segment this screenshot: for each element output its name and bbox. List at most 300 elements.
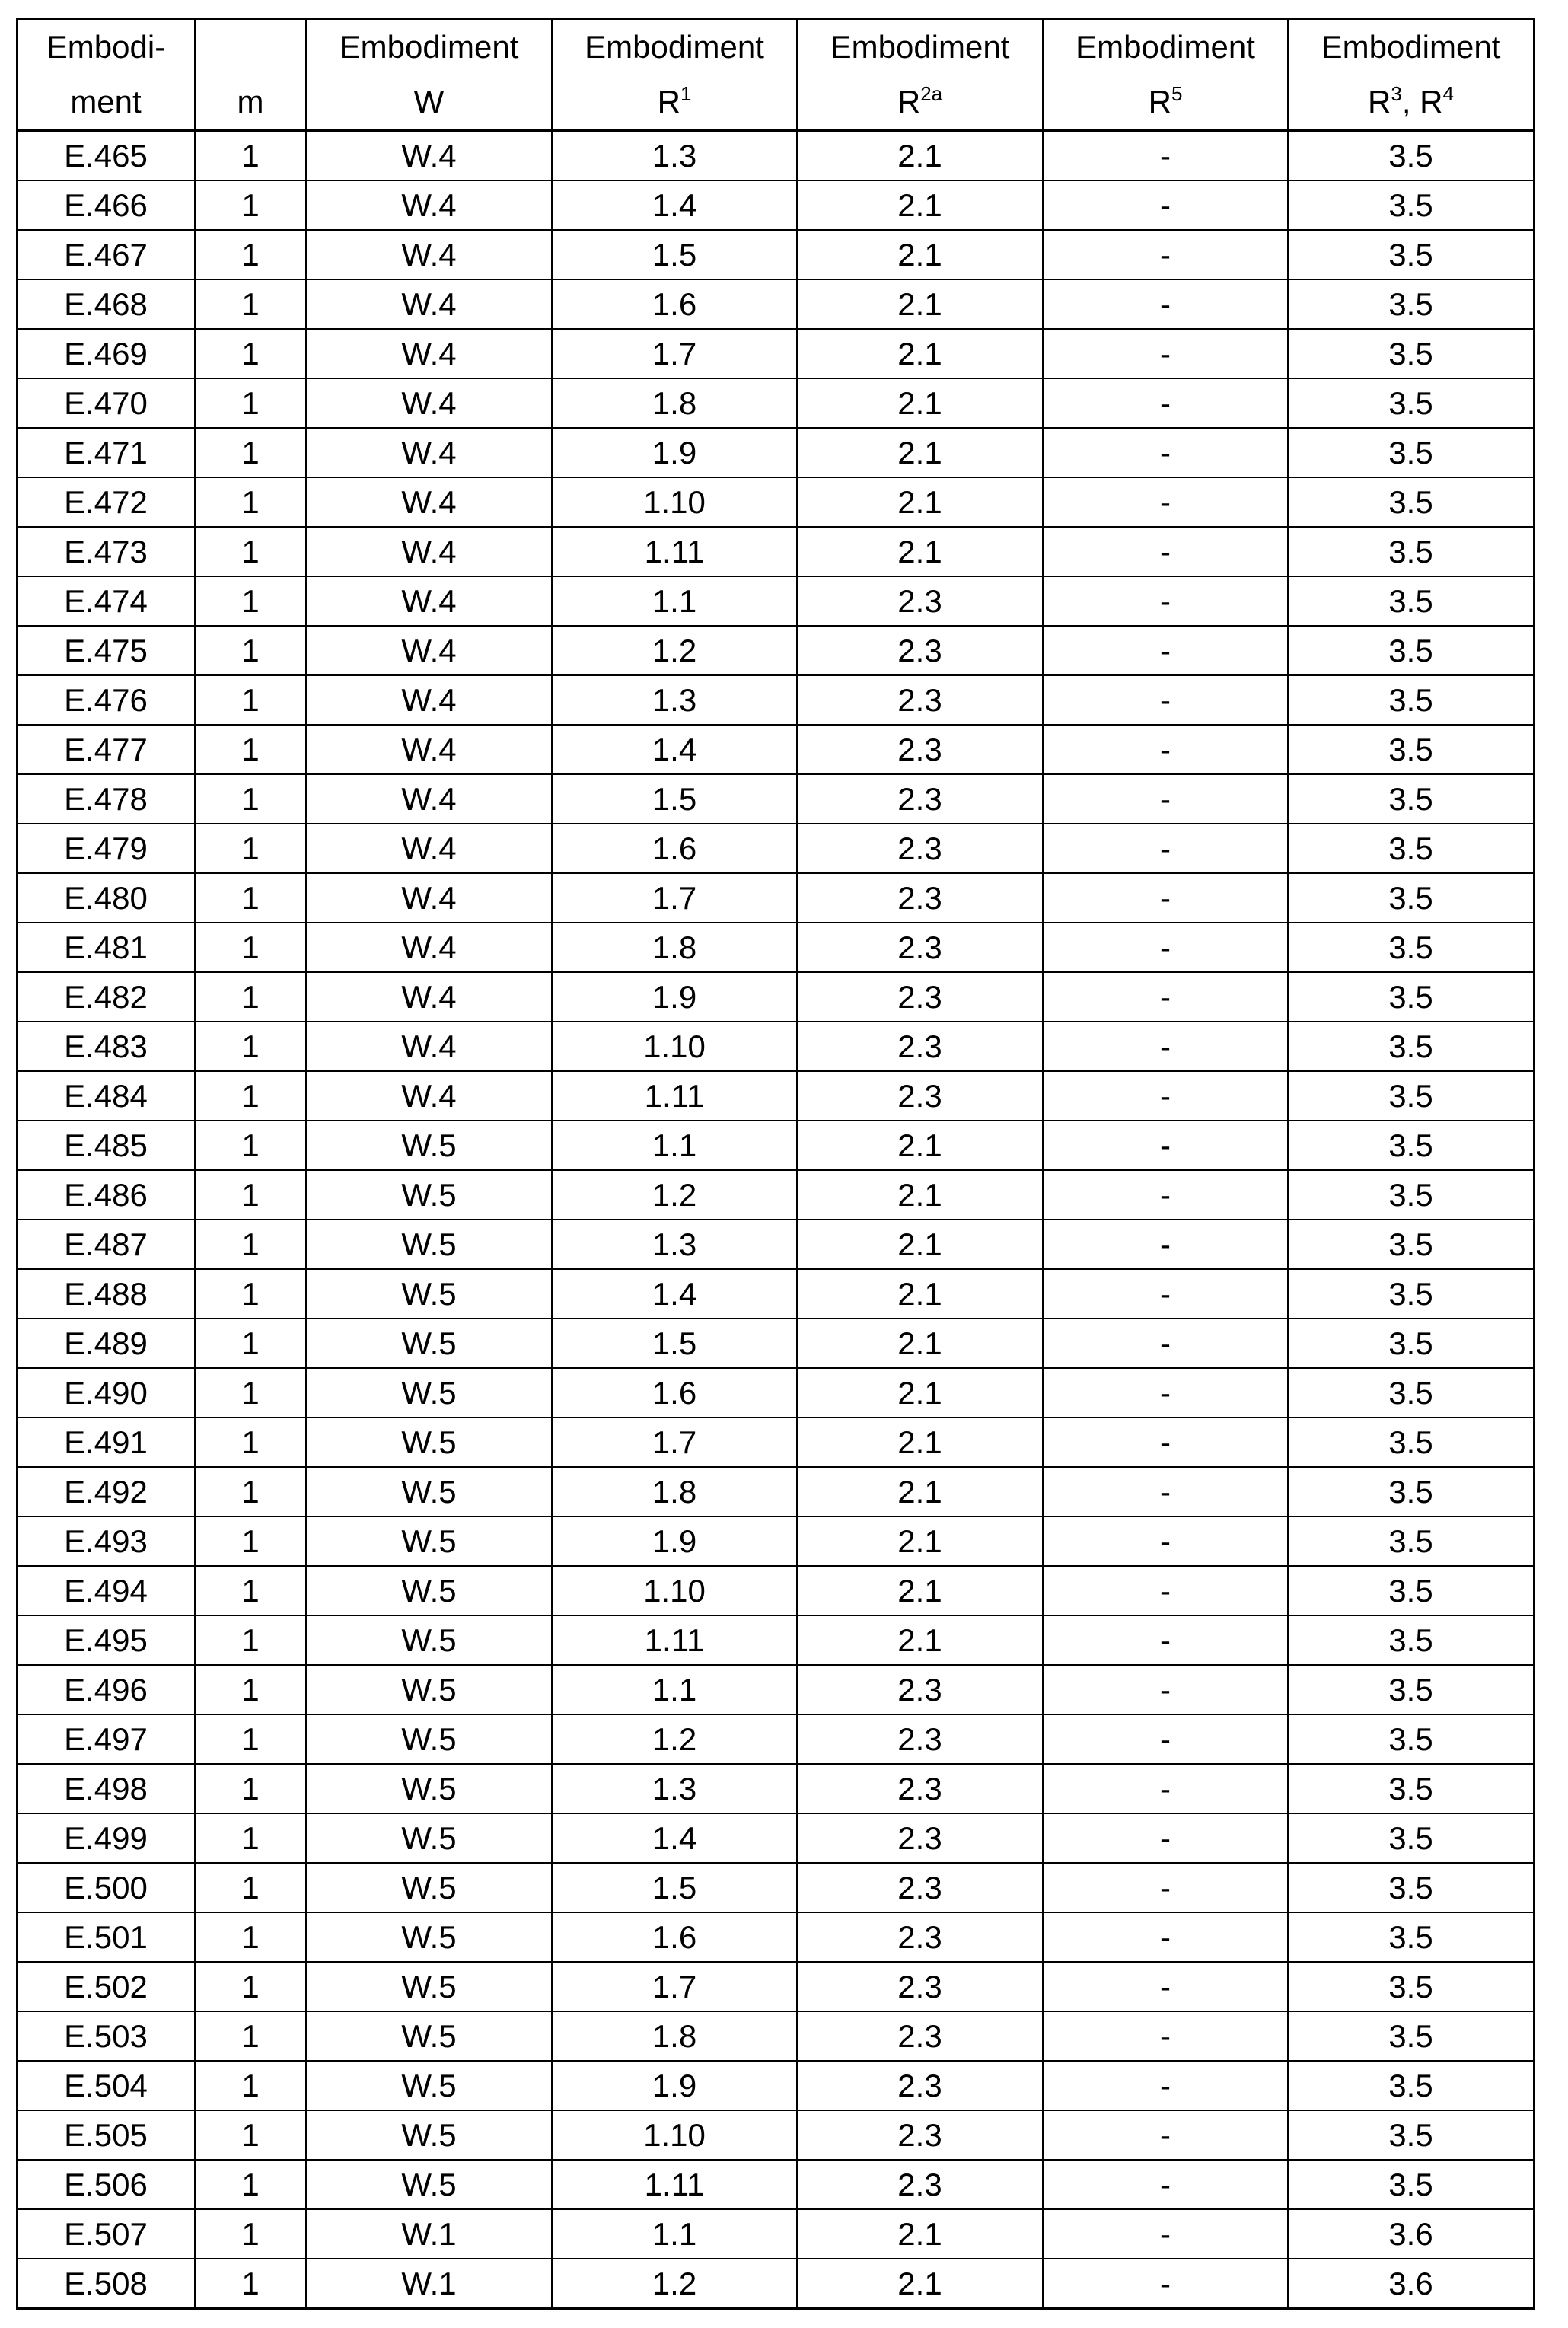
cell-r5: - [1043, 428, 1288, 477]
cell-m: 1 [195, 1368, 306, 1418]
cell-r1: 1.9 [552, 428, 797, 477]
cell-r3-r4: 3.5 [1288, 725, 1534, 774]
cell-embodiment: E.471 [17, 428, 195, 477]
cell-r2a: 2.3 [797, 1071, 1043, 1121]
cell-embodiment: E.492 [17, 1467, 195, 1516]
cell-r1: 1.8 [552, 1467, 797, 1516]
cell-r3-r4: 3.5 [1288, 1566, 1534, 1615]
cell-w: W.5 [306, 1764, 552, 1813]
cell-w: W.5 [306, 1714, 552, 1764]
cell-r1: 1.2 [552, 626, 797, 675]
cell-r3-r4: 3.5 [1288, 626, 1534, 675]
cell-r5: - [1043, 1566, 1288, 1615]
cell-r5: - [1043, 1665, 1288, 1714]
cell-r3-r4: 3.5 [1288, 2011, 1534, 2061]
cell-r2a: 2.3 [797, 1665, 1043, 1714]
cell-r1: 1.4 [552, 1269, 797, 1319]
cell-r2a: 2.1 [797, 477, 1043, 527]
cell-r3-r4: 3.5 [1288, 1319, 1534, 1368]
table-row [17, 1319, 1534, 1368]
header-line1: Embodiment [1076, 29, 1255, 65]
cell-r2a: 2.3 [797, 2160, 1043, 2209]
cell-r2a: 2.3 [797, 1813, 1043, 1863]
cell-r2a: 2.1 [797, 1368, 1043, 1418]
table-row [17, 725, 1534, 774]
table-row [17, 774, 1534, 824]
cell-r1: 1.4 [552, 180, 797, 230]
cell-m: 1 [195, 428, 306, 477]
cell-r1: 1.6 [552, 279, 797, 329]
cell-m: 1 [195, 1220, 306, 1269]
cell-m: 1 [195, 1764, 306, 1813]
cell-embodiment: E.479 [17, 824, 195, 873]
cell-r1: 1.9 [552, 2061, 797, 2110]
header-w [306, 19, 552, 131]
cell-w: W.4 [306, 923, 552, 972]
cell-embodiment: E.485 [17, 1121, 195, 1170]
cell-r3-r4: 3.5 [1288, 329, 1534, 378]
cell-r3-r4: 3.5 [1288, 2110, 1534, 2160]
header-line1: Embodiment [1321, 29, 1501, 65]
cell-m: 1 [195, 1022, 306, 1071]
cell-r2a: 2.1 [797, 131, 1043, 181]
cell-m: 1 [195, 1665, 306, 1714]
cell-r1: 1.6 [552, 1912, 797, 1962]
cell-r5: - [1043, 1912, 1288, 1962]
cell-r3-r4: 3.5 [1288, 1467, 1534, 1516]
cell-r3-r4: 3.5 [1288, 1121, 1534, 1170]
header-line2: W [413, 84, 445, 120]
cell-w: W.4 [306, 824, 552, 873]
cell-r5: - [1043, 279, 1288, 329]
cell-w: W.5 [306, 2061, 552, 2110]
cell-w: W.4 [306, 279, 552, 329]
cell-m: 1 [195, 2061, 306, 2110]
cell-r5: - [1043, 824, 1288, 873]
cell-r3-r4: 3.5 [1288, 1764, 1534, 1813]
cell-r2a: 2.3 [797, 2061, 1043, 2110]
cell-m: 1 [195, 576, 306, 626]
header-line1: Embodiment [339, 29, 519, 65]
cell-r2a: 2.3 [797, 1863, 1043, 1912]
cell-r5: - [1043, 2061, 1288, 2110]
table-body [17, 131, 1534, 2309]
cell-w: W.5 [306, 1467, 552, 1516]
cell-r5: - [1043, 1418, 1288, 1467]
cell-embodiment: E.505 [17, 2110, 195, 2160]
cell-m: 1 [195, 477, 306, 527]
cell-w: W.1 [306, 2259, 552, 2309]
cell-m: 1 [195, 1467, 306, 1516]
cell-r5: - [1043, 1121, 1288, 1170]
cell-r2a: 2.1 [797, 2259, 1043, 2309]
table-row [17, 626, 1534, 675]
table-row [17, 2209, 1534, 2259]
cell-embodiment: E.497 [17, 1714, 195, 1764]
cell-embodiment: E.474 [17, 576, 195, 626]
cell-r5: - [1043, 725, 1288, 774]
cell-r2a: 2.1 [797, 1467, 1043, 1516]
cell-r2a: 2.1 [797, 378, 1043, 428]
cell-r5: - [1043, 2259, 1288, 2309]
cell-r2a: 2.3 [797, 626, 1043, 675]
cell-r5: - [1043, 1269, 1288, 1319]
table-row [17, 1170, 1534, 1220]
cell-r1: 1.10 [552, 1022, 797, 1071]
header-line2: $R^3$, $R^4$ [1368, 82, 1454, 120]
cell-r1: 1.1 [552, 1121, 797, 1170]
cell-r2a: 2.3 [797, 824, 1043, 873]
cell-r3-r4: 3.5 [1288, 180, 1534, 230]
header-line1: Embodi- [46, 29, 166, 65]
cell-w: W.5 [306, 2160, 552, 2209]
cell-r2a: 2.1 [797, 180, 1043, 230]
cell-r5: - [1043, 1813, 1288, 1863]
table-row [17, 873, 1534, 923]
cell-r1: 1.9 [552, 972, 797, 1022]
cell-m: 1 [195, 1813, 306, 1863]
header-line1 [196, 20, 305, 75]
cell-w: W.1 [306, 2209, 552, 2259]
cell-r3-r4: 3.5 [1288, 824, 1534, 873]
table-row [17, 2160, 1534, 2209]
table-row [17, 1368, 1534, 1418]
header-r3-r4 [1288, 19, 1534, 131]
cell-r1: 1.7 [552, 329, 797, 378]
cell-m: 1 [195, 1912, 306, 1962]
table-row [17, 1863, 1534, 1912]
table-row [17, 378, 1534, 428]
cell-r3-r4: 3.5 [1288, 279, 1534, 329]
cell-r5: - [1043, 626, 1288, 675]
cell-r1: 1.8 [552, 378, 797, 428]
cell-w: W.4 [306, 774, 552, 824]
cell-r1: 1.6 [552, 824, 797, 873]
cell-m: 1 [195, 131, 306, 181]
cell-embodiment: E.469 [17, 329, 195, 378]
cell-r2a: 2.1 [797, 1615, 1043, 1665]
cell-r3-r4: 3.5 [1288, 1714, 1534, 1764]
cell-embodiment: E.502 [17, 1962, 195, 2011]
cell-w: W.4 [306, 1071, 552, 1121]
cell-r3-r4: 3.5 [1288, 1418, 1534, 1467]
header-r5 [1043, 19, 1288, 131]
cell-r3-r4: 3.5 [1288, 1516, 1534, 1566]
table-row [17, 1912, 1534, 1962]
cell-embodiment: E.473 [17, 527, 195, 576]
cell-embodiment: E.508 [17, 2259, 195, 2309]
cell-embodiment: E.472 [17, 477, 195, 527]
cell-embodiment: E.491 [17, 1418, 195, 1467]
table-row [17, 1220, 1534, 1269]
cell-m: 1 [195, 230, 306, 279]
cell-r5: - [1043, 2160, 1288, 2209]
cell-w: W.5 [306, 1516, 552, 1566]
cell-r5: - [1043, 2209, 1288, 2259]
cell-r2a: 2.3 [797, 725, 1043, 774]
cell-r1: 1.2 [552, 1170, 797, 1220]
header-line2: $R^{2a}$ [897, 82, 943, 120]
header-r1 [552, 19, 797, 131]
cell-r5: - [1043, 1022, 1288, 1071]
cell-r2a: 2.1 [797, 1121, 1043, 1170]
cell-r5: - [1043, 1170, 1288, 1220]
cell-r3-r4: 3.5 [1288, 1368, 1534, 1418]
cell-w: W.5 [306, 1665, 552, 1714]
cell-r1: 1.10 [552, 2110, 797, 2160]
table-row [17, 2110, 1534, 2160]
table-row [17, 527, 1534, 576]
cell-r2a: 2.3 [797, 923, 1043, 972]
cell-r2a: 2.1 [797, 1418, 1043, 1467]
cell-r2a: 2.1 [797, 279, 1043, 329]
cell-r5: - [1043, 774, 1288, 824]
header-line2: $R^1$ [657, 82, 692, 120]
cell-m: 1 [195, 2110, 306, 2160]
cell-embodiment: E.490 [17, 1368, 195, 1418]
cell-embodiment: E.493 [17, 1516, 195, 1566]
cell-embodiment: E.503 [17, 2011, 195, 2061]
cell-r1: 1.10 [552, 477, 797, 527]
cell-r2a: 2.3 [797, 774, 1043, 824]
cell-m: 1 [195, 824, 306, 873]
cell-r1: 1.8 [552, 923, 797, 972]
cell-r1: 1.3 [552, 1220, 797, 1269]
cell-w: W.5 [306, 1615, 552, 1665]
cell-r3-r4: 3.5 [1288, 2160, 1534, 2209]
header-line2: $R^5$ [1148, 82, 1183, 120]
cell-w: W.4 [306, 873, 552, 923]
cell-r2a: 2.1 [797, 1319, 1043, 1368]
cell-embodiment: E.506 [17, 2160, 195, 2209]
cell-r2a: 2.1 [797, 1566, 1043, 1615]
cell-r1: 1.7 [552, 873, 797, 923]
table-row [17, 1269, 1534, 1319]
cell-embodiment: E.496 [17, 1665, 195, 1714]
cell-r3-r4: 3.5 [1288, 1863, 1534, 1912]
cell-w: W.5 [306, 1863, 552, 1912]
table-row [17, 1467, 1534, 1516]
cell-r2a: 2.3 [797, 576, 1043, 626]
header-line2: ment [70, 84, 142, 120]
table-row [17, 923, 1534, 972]
cell-r3-r4: 3.5 [1288, 230, 1534, 279]
table-row [17, 329, 1534, 378]
cell-m: 1 [195, 1319, 306, 1368]
cell-r3-r4: 3.5 [1288, 1665, 1534, 1714]
cell-r1: 1.11 [552, 2160, 797, 2209]
cell-r5: - [1043, 1319, 1288, 1368]
cell-embodiment: E.465 [17, 131, 195, 181]
table-row [17, 180, 1534, 230]
table-row [17, 1418, 1534, 1467]
cell-r3-r4: 3.5 [1288, 923, 1534, 972]
cell-embodiment: E.487 [17, 1220, 195, 1269]
cell-m: 1 [195, 2011, 306, 2061]
cell-r3-r4: 3.5 [1288, 774, 1534, 824]
table-row [17, 131, 1534, 181]
cell-r2a: 2.1 [797, 1170, 1043, 1220]
cell-r2a: 2.1 [797, 527, 1043, 576]
cell-embodiment: E.481 [17, 923, 195, 972]
cell-m: 1 [195, 1418, 306, 1467]
cell-r5: - [1043, 1764, 1288, 1813]
cell-r3-r4: 3.5 [1288, 131, 1534, 181]
cell-embodiment: E.501 [17, 1912, 195, 1962]
cell-embodiment: E.488 [17, 1269, 195, 1319]
cell-embodiment: E.468 [17, 279, 195, 329]
cell-embodiment: E.478 [17, 774, 195, 824]
cell-r3-r4: 3.5 [1288, 675, 1534, 725]
cell-m: 1 [195, 1269, 306, 1319]
cell-w: W.4 [306, 180, 552, 230]
cell-r5: - [1043, 1714, 1288, 1764]
cell-embodiment: E.486 [17, 1170, 195, 1220]
cell-r3-r4: 3.5 [1288, 1962, 1534, 2011]
table-row [17, 972, 1534, 1022]
cell-embodiment: E.499 [17, 1813, 195, 1863]
cell-embodiment: E.476 [17, 675, 195, 725]
cell-w: W.4 [306, 675, 552, 725]
cell-r5: - [1043, 131, 1288, 181]
cell-w: W.4 [306, 477, 552, 527]
cell-r2a: 2.3 [797, 2110, 1043, 2160]
cell-embodiment: E.477 [17, 725, 195, 774]
cell-m: 1 [195, 1071, 306, 1121]
cell-r1: 1.11 [552, 1615, 797, 1665]
cell-m: 1 [195, 1714, 306, 1764]
header-row [17, 19, 1534, 131]
cell-w: W.5 [306, 1912, 552, 1962]
cell-m: 1 [195, 180, 306, 230]
cell-r2a: 2.1 [797, 2209, 1043, 2259]
cell-m: 1 [195, 1615, 306, 1665]
cell-m: 1 [195, 1962, 306, 2011]
cell-r2a: 2.3 [797, 1714, 1043, 1764]
table-row [17, 428, 1534, 477]
cell-m: 1 [195, 725, 306, 774]
cell-w: W.5 [306, 1368, 552, 1418]
cell-r2a: 2.1 [797, 1220, 1043, 1269]
cell-w: W.5 [306, 1418, 552, 1467]
cell-r5: - [1043, 1071, 1288, 1121]
cell-r3-r4: 3.6 [1288, 2259, 1534, 2309]
cell-w: W.4 [306, 131, 552, 181]
cell-r5: - [1043, 527, 1288, 576]
cell-r1: 1.5 [552, 230, 797, 279]
header-embodiment [17, 19, 195, 131]
cell-r1: 1.10 [552, 1566, 797, 1615]
table-row [17, 1962, 1534, 2011]
cell-m: 1 [195, 329, 306, 378]
cell-w: W.4 [306, 428, 552, 477]
cell-r1: 1.2 [552, 2259, 797, 2309]
cell-r2a: 2.1 [797, 329, 1043, 378]
cell-r2a: 2.3 [797, 1912, 1043, 1962]
cell-w: W.4 [306, 626, 552, 675]
table-row [17, 824, 1534, 873]
table-row [17, 2011, 1534, 2061]
cell-r2a: 2.3 [797, 675, 1043, 725]
cell-m: 1 [195, 2259, 306, 2309]
table-row [17, 230, 1534, 279]
cell-r2a: 2.3 [797, 1022, 1043, 1071]
cell-r5: - [1043, 477, 1288, 527]
cell-r1: 1.7 [552, 1962, 797, 2011]
cell-r1: 1.5 [552, 1863, 797, 1912]
cell-w: W.5 [306, 1319, 552, 1368]
cell-r1: 1.8 [552, 2011, 797, 2061]
cell-r5: - [1043, 1220, 1288, 1269]
cell-r5: - [1043, 1962, 1288, 2011]
cell-r5: - [1043, 576, 1288, 626]
cell-m: 1 [195, 873, 306, 923]
cell-m: 1 [195, 1170, 306, 1220]
cell-r1: 1.1 [552, 1665, 797, 1714]
cell-r1: 1.1 [552, 2209, 797, 2259]
cell-embodiment: E.483 [17, 1022, 195, 1071]
cell-r2a: 2.1 [797, 230, 1043, 279]
cell-r1: 1.11 [552, 527, 797, 576]
cell-m: 1 [195, 1516, 306, 1566]
cell-r3-r4: 3.5 [1288, 1071, 1534, 1121]
cell-m: 1 [195, 1863, 306, 1912]
cell-w: W.4 [306, 576, 552, 626]
table-row [17, 1813, 1534, 1863]
cell-r3-r4: 3.5 [1288, 873, 1534, 923]
table-row [17, 576, 1534, 626]
cell-m: 1 [195, 626, 306, 675]
cell-embodiment: E.480 [17, 873, 195, 923]
cell-r1: 1.5 [552, 1319, 797, 1368]
cell-r3-r4: 3.5 [1288, 1022, 1534, 1071]
cell-embodiment: E.470 [17, 378, 195, 428]
cell-m: 1 [195, 972, 306, 1022]
cell-m: 1 [195, 923, 306, 972]
header-line1: Embodiment [585, 29, 764, 65]
cell-w: W.5 [306, 1170, 552, 1220]
cell-r2a: 2.1 [797, 1269, 1043, 1319]
cell-r3-r4: 3.5 [1288, 1912, 1534, 1962]
cell-w: W.5 [306, 1566, 552, 1615]
cell-w: W.4 [306, 1022, 552, 1071]
header-line2: m [237, 84, 264, 120]
cell-m: 1 [195, 1121, 306, 1170]
cell-embodiment: E.500 [17, 1863, 195, 1912]
cell-r2a: 2.1 [797, 1516, 1043, 1566]
cell-r3-r4: 3.5 [1288, 378, 1534, 428]
table-row [17, 1071, 1534, 1121]
table-row [17, 1516, 1534, 1566]
cell-embodiment: E.482 [17, 972, 195, 1022]
cell-r5: - [1043, 180, 1288, 230]
cell-w: W.5 [306, 1269, 552, 1319]
cell-r3-r4: 3.5 [1288, 1220, 1534, 1269]
cell-r5: - [1043, 1863, 1288, 1912]
cell-m: 1 [195, 675, 306, 725]
cell-r3-r4: 3.6 [1288, 2209, 1534, 2259]
cell-m: 1 [195, 1566, 306, 1615]
cell-r5: - [1043, 2011, 1288, 2061]
cell-w: W.5 [306, 1813, 552, 1863]
cell-r3-r4: 3.5 [1288, 428, 1534, 477]
cell-r3-r4: 3.5 [1288, 1170, 1534, 1220]
cell-r5: - [1043, 1368, 1288, 1418]
table-row [17, 2061, 1534, 2110]
cell-embodiment: E.475 [17, 626, 195, 675]
header-line1: Embodiment [830, 29, 1010, 65]
cell-r1: 1.5 [552, 774, 797, 824]
